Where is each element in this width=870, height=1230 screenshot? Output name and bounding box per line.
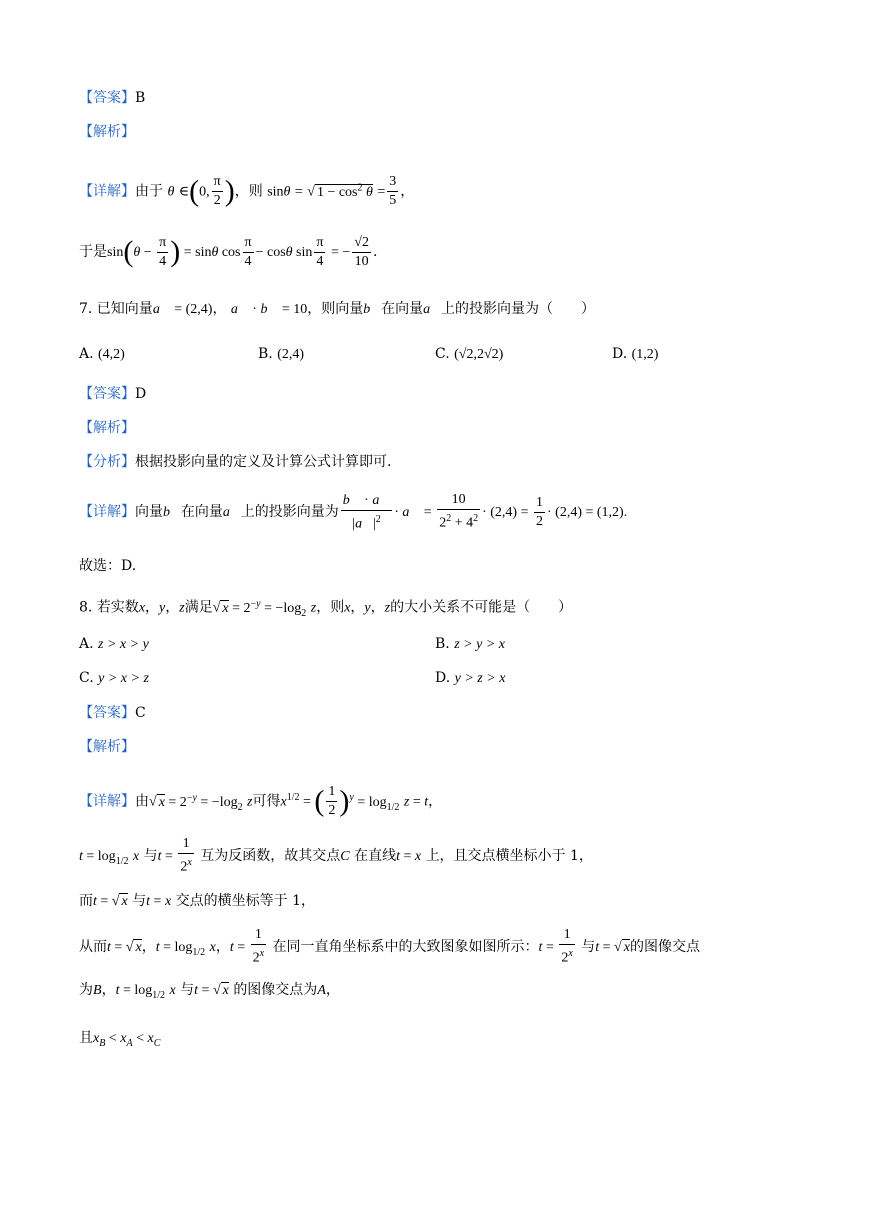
q8-detail-line5: 为B，$t = \log_{1/2} x$ 与t = √ x 的图像交点为A， bbox=[79, 982, 340, 1001]
text: ，则向量 bbox=[307, 301, 364, 317]
q7-stem: 7. 已知向量a⃗ = (2,4)， a⃗ · b⃗ = 10，则向量b⃗在向量a⃗上的投影向量为（ ） bbox=[79, 301, 596, 317]
option-value: y > x > z bbox=[98, 671, 149, 686]
option-value: z > y > x bbox=[454, 637, 505, 652]
text: 在向量 bbox=[180, 504, 223, 520]
q7-option-b bbox=[258, 344, 304, 365]
q8-option-c bbox=[79, 668, 149, 689]
text: 与 bbox=[132, 893, 147, 909]
text: 由 bbox=[135, 793, 149, 810]
text: ，则 bbox=[234, 183, 263, 200]
q7-answer-line bbox=[79, 384, 146, 404]
text: 上，且交点横坐标小于 1， bbox=[425, 848, 593, 864]
answer-value: C bbox=[135, 705, 146, 721]
text: 与 bbox=[180, 982, 195, 998]
text: ， bbox=[212, 301, 227, 317]
q8-answer-line bbox=[79, 703, 146, 723]
analysis-tag: 【解析】 bbox=[79, 420, 135, 436]
option-label: D. bbox=[435, 670, 451, 686]
answer-tag: 【答案】 bbox=[79, 386, 135, 402]
q8-stem: 8. 若实数x，y，z满足√ $x = 2^{-y} = -\log_2$ z，则x，y，z的大小关系不可能是（ ） bbox=[79, 598, 573, 619]
text: 与 bbox=[143, 848, 158, 864]
q8-detail-line3: 而t = √ x 与t = x 交点的横坐标等于 1， bbox=[79, 893, 315, 909]
text: 互为反函数，故其交点 bbox=[200, 848, 341, 864]
q7-analysis-line bbox=[79, 418, 135, 438]
answer-value: B bbox=[135, 90, 146, 106]
text: 在向量 bbox=[381, 301, 424, 317]
option-value: z > x > y bbox=[98, 637, 149, 652]
q8-detail-line1: 【详解】由√ $x = 2^{-y} = -\log_2$ z可得$x^{1/2}$ = ( $\frac{1}{2}$ )$^y = \log_{1/2} z = t$， bbox=[79, 784, 443, 819]
text: 满足 bbox=[184, 599, 213, 616]
q7-detail-line: 【详解】向量b⃗在向量a⃗上的投影向量为 $\frac{b⃗ \cdot a⃗}{|a⃗|^2}$ · a⃗ = $\frac{10}{2^2 + 4^2}$ · (2,4) = $\frac{1}{2}$ · (2,4) = (1,2). bbox=[79, 492, 628, 532]
q7-option-c bbox=[435, 344, 503, 365]
text: ，则 bbox=[316, 599, 345, 616]
option-label: C. bbox=[79, 670, 94, 686]
answer-tag: 【答案】 bbox=[79, 90, 135, 106]
text: 由于 bbox=[135, 183, 163, 200]
text: . bbox=[372, 244, 378, 260]
text: 于是 bbox=[79, 244, 107, 260]
option-label: B. bbox=[258, 346, 273, 362]
text: 而 bbox=[79, 893, 93, 909]
text: 与 bbox=[581, 939, 596, 955]
answer-value: D bbox=[135, 386, 147, 402]
q8-option-d bbox=[435, 668, 505, 689]
text: 且 bbox=[79, 1030, 93, 1046]
option-label: A. bbox=[79, 636, 94, 652]
option-value: (4,2) bbox=[98, 347, 125, 362]
option-label: D. bbox=[612, 346, 628, 362]
option-value: y > z > x bbox=[454, 671, 506, 686]
option-value: (2,4) bbox=[277, 347, 305, 362]
q6-detail-line2: 于是sin(θ − $\frac{\pi}{4}$ ) = sinθ cos $\frac{\pi}{4}$ − cosθ sin $\frac{\pi}{4}$ = − $\frac{√2}{10}$ . bbox=[79, 234, 378, 269]
q7-analysis2-line bbox=[79, 452, 391, 472]
text: 为 bbox=[79, 982, 93, 998]
q6-answer-line bbox=[79, 88, 145, 108]
q6-detail-line1: 【详解】由于 θ ∈(0, $\frac{\pi}{2}$ )，则 sinθ = √ $1 - \cos^2 \theta$ = $\frac{3}{5}$ ， bbox=[79, 174, 415, 209]
text: 8. 若实数 bbox=[79, 599, 139, 616]
text: 上的投影向量为 bbox=[240, 504, 339, 520]
detail-tag: 【详解】 bbox=[79, 504, 135, 520]
q8-option-a bbox=[79, 634, 149, 655]
option-value: (1,2) bbox=[631, 347, 659, 362]
text: 上的投影向量为（ ） bbox=[441, 301, 596, 317]
text: 在直线 bbox=[354, 848, 397, 864]
analysis2-text: 根据投影向量的定义及计算公式计算即可. bbox=[135, 454, 392, 470]
option-label: B. bbox=[435, 636, 450, 652]
q7-option-d bbox=[612, 344, 658, 365]
q8-option-b bbox=[435, 634, 505, 655]
analysis-tag: 【解析】 bbox=[79, 124, 135, 140]
answer-tag: 【答案】 bbox=[79, 705, 135, 721]
q8-detail-line2: $t = \log_{1/2} x$ 与t = $\frac{1}{2^x}$ 互为反函数，故其交点C 在直线t = x 上，且交点横坐标小于 1， bbox=[79, 836, 593, 875]
text: 可得 bbox=[252, 793, 281, 810]
analysis-tag: 【解析】 bbox=[79, 739, 135, 755]
q8-detail-line6: 且$x_B < x_A < x_C$ bbox=[79, 1030, 161, 1049]
q8-analysis-line bbox=[79, 737, 135, 757]
text: ， bbox=[400, 183, 415, 200]
text: 向量 bbox=[135, 504, 163, 520]
detail-tag: 【详解】 bbox=[79, 183, 135, 200]
text: 从而 bbox=[79, 939, 107, 955]
q8-detail-line4: 从而t = √ x，$t = \log_{1/2} x$，t = $\frac{1}{2^x}$ 在同一直角坐标系中的大致图象如图所示：t = $\frac{1}{2^x}$ 与t = √ x的图像交点 bbox=[79, 927, 700, 966]
detail-tag: 【详解】 bbox=[79, 793, 135, 810]
analysis2-tag: 【分析】 bbox=[79, 454, 135, 470]
text: 的图像交点 bbox=[629, 939, 700, 955]
choose-text: 故选：D. bbox=[79, 558, 137, 574]
text: 7. 已知向量 bbox=[79, 301, 153, 317]
option-value: (√2,2√2) bbox=[454, 347, 504, 362]
option-label: A. bbox=[79, 346, 94, 362]
text: 交点的横坐标等于 1， bbox=[175, 893, 315, 909]
q7-option-a bbox=[79, 344, 125, 365]
text: 的大小关系不可能是（ ） bbox=[390, 599, 573, 616]
text: 在同一直角坐标系中的大致图象如图所示： bbox=[272, 939, 539, 955]
q6-analysis-line bbox=[79, 122, 135, 142]
option-label: C. bbox=[435, 346, 450, 362]
q7-choose-line bbox=[79, 556, 136, 576]
text: 的图像交点为 bbox=[233, 982, 318, 998]
